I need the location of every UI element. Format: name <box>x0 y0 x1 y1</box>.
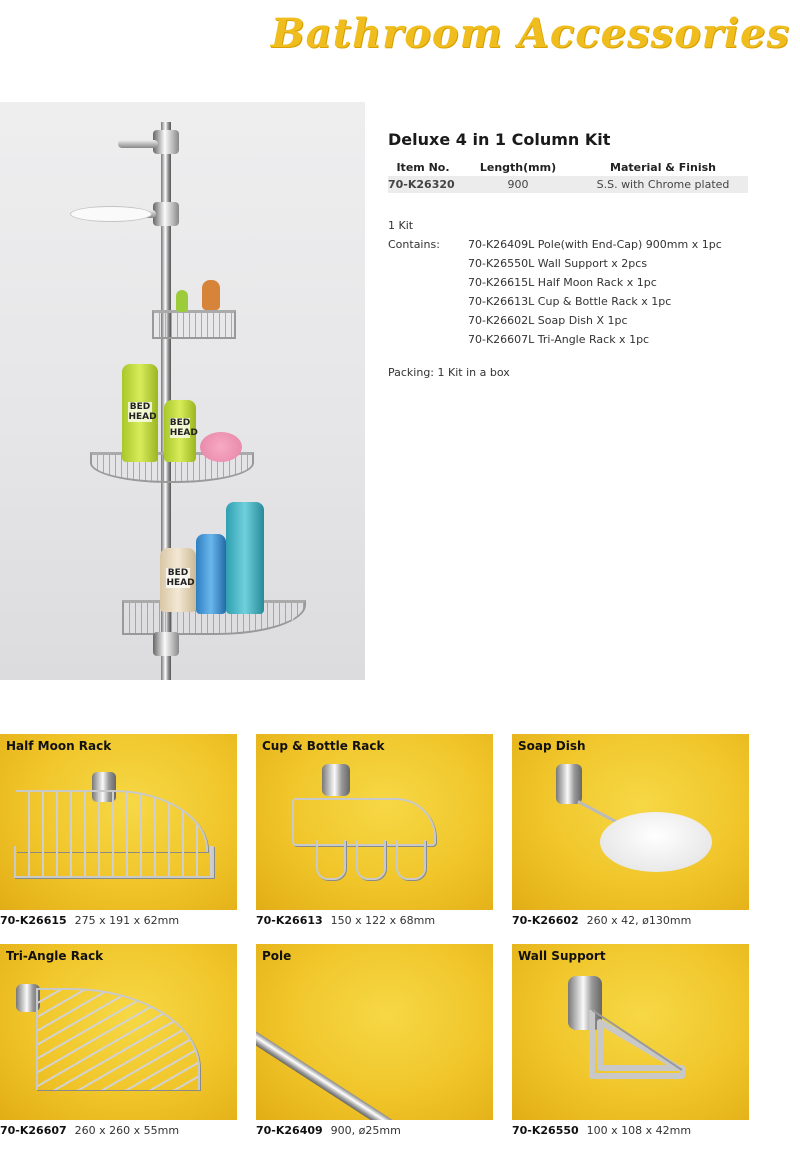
small-jar <box>202 280 220 310</box>
cup-bottle-basket <box>152 310 236 339</box>
tile-code: 70-K26613 <box>256 914 323 927</box>
header-length: Length(mm) <box>479 161 557 174</box>
list-item: 70-K26602L Soap Dish X 1pc <box>468 314 628 327</box>
list-item: 70-K26550L Wall Support x 2pcs <box>468 257 648 270</box>
tile-caption <box>0 1124 179 1137</box>
tile-cup-bottle-rack <box>256 734 493 910</box>
support-triangle <box>582 1004 692 1084</box>
tile-caption <box>256 1124 401 1137</box>
tile-title: Cup & Bottle Rack <box>262 739 385 753</box>
tile-size: 275 x 191 x 62mm <box>74 914 180 927</box>
hero-product-photo <box>0 102 365 680</box>
header-material: Material & Finish <box>610 161 716 174</box>
kit-item: 70-K26409L Pole(with End-Cap) 900mm x 1pc <box>468 238 722 251</box>
tile-half-moon-rack <box>0 734 237 910</box>
soap-dish-clamp <box>153 202 179 226</box>
tile-code: 70-K26409 <box>256 1124 323 1137</box>
dish-clamp <box>556 764 582 804</box>
kit-label: 1 Kit Contains: <box>388 219 440 251</box>
list-item: 70-K26613L Cup & Bottle Rack x 1pc <box>468 295 672 308</box>
green-bottle-small <box>164 400 196 462</box>
rack-hook <box>316 840 346 880</box>
tile-code: 70-K26607 <box>0 1124 67 1137</box>
rack-wire-frame <box>292 798 436 846</box>
tile-title: Wall Support <box>518 949 606 963</box>
soap-dish-plate <box>600 812 712 872</box>
bottle-label: BED HEAD <box>128 402 157 422</box>
green-bottle-large <box>122 364 158 462</box>
rack-wire-frame <box>36 988 200 1090</box>
tile-title: Soap Dish <box>518 739 586 753</box>
list-item: 70-K26607L Tri-Angle Rack x 1pc <box>468 333 650 346</box>
tile-title: Pole <box>262 949 292 963</box>
rack-hook <box>396 840 426 880</box>
bottom-clamp <box>153 632 179 656</box>
tile-size: 150 x 122 x 68mm <box>330 914 436 927</box>
rack-hook <box>356 840 386 880</box>
tile-size: 900, ø25mm <box>330 1124 401 1137</box>
beige-bottle <box>160 548 196 612</box>
soap-dish <box>70 206 152 222</box>
tile-code: 70-K26615 <box>0 914 67 927</box>
tile-pole <box>256 944 493 1120</box>
small-bottle <box>176 290 188 312</box>
material-value: S.S. with Chrome plated <box>578 176 748 193</box>
tile-soap-dish <box>512 734 749 910</box>
list-item: 70-K26615L Half Moon Rack x 1pc <box>468 276 657 289</box>
tile-title: Tri-Angle Rack <box>6 949 104 963</box>
pole-tube <box>256 1027 492 1120</box>
blue-bottle <box>196 534 226 614</box>
product-title: Deluxe 4 in 1 Column Kit <box>388 130 611 149</box>
top-arm <box>118 140 158 148</box>
tile-caption <box>256 914 435 927</box>
table-row <box>388 176 748 193</box>
header-item-no: Item No. <box>396 161 450 174</box>
tile-size: 260 x 42, ø130mm <box>586 914 692 927</box>
tile-title: Half Moon Rack <box>6 739 112 753</box>
tile-tri-angle-rack <box>0 944 237 1120</box>
brand-title: Bathroom Accessories <box>270 10 790 57</box>
tile-caption <box>512 914 691 927</box>
packing-info: Packing: 1 Kit in a box <box>388 366 510 379</box>
bottle-label: BED HEAD <box>169 418 198 438</box>
tile-size: 100 x 108 x 42mm <box>586 1124 692 1137</box>
tile-wall-support <box>512 944 749 1120</box>
rack-wire-frame <box>16 790 208 852</box>
pink-sponge <box>200 432 242 462</box>
tile-code: 70-K26602 <box>512 914 579 927</box>
kit-contents <box>388 216 722 349</box>
tile-size: 260 x 260 x 55mm <box>74 1124 180 1137</box>
bottle-label: BED HEAD <box>166 568 195 588</box>
item-no-value: 70-K26320 <box>388 176 458 193</box>
tile-caption <box>0 914 179 927</box>
rack-clamp <box>322 764 350 796</box>
length-value: 900 <box>458 176 578 193</box>
teal-bottle <box>226 502 264 614</box>
list-item <box>388 216 722 254</box>
rack-base <box>14 846 214 878</box>
tile-code: 70-K26550 <box>512 1124 579 1137</box>
spec-table <box>388 160 748 193</box>
tile-caption <box>512 1124 691 1137</box>
